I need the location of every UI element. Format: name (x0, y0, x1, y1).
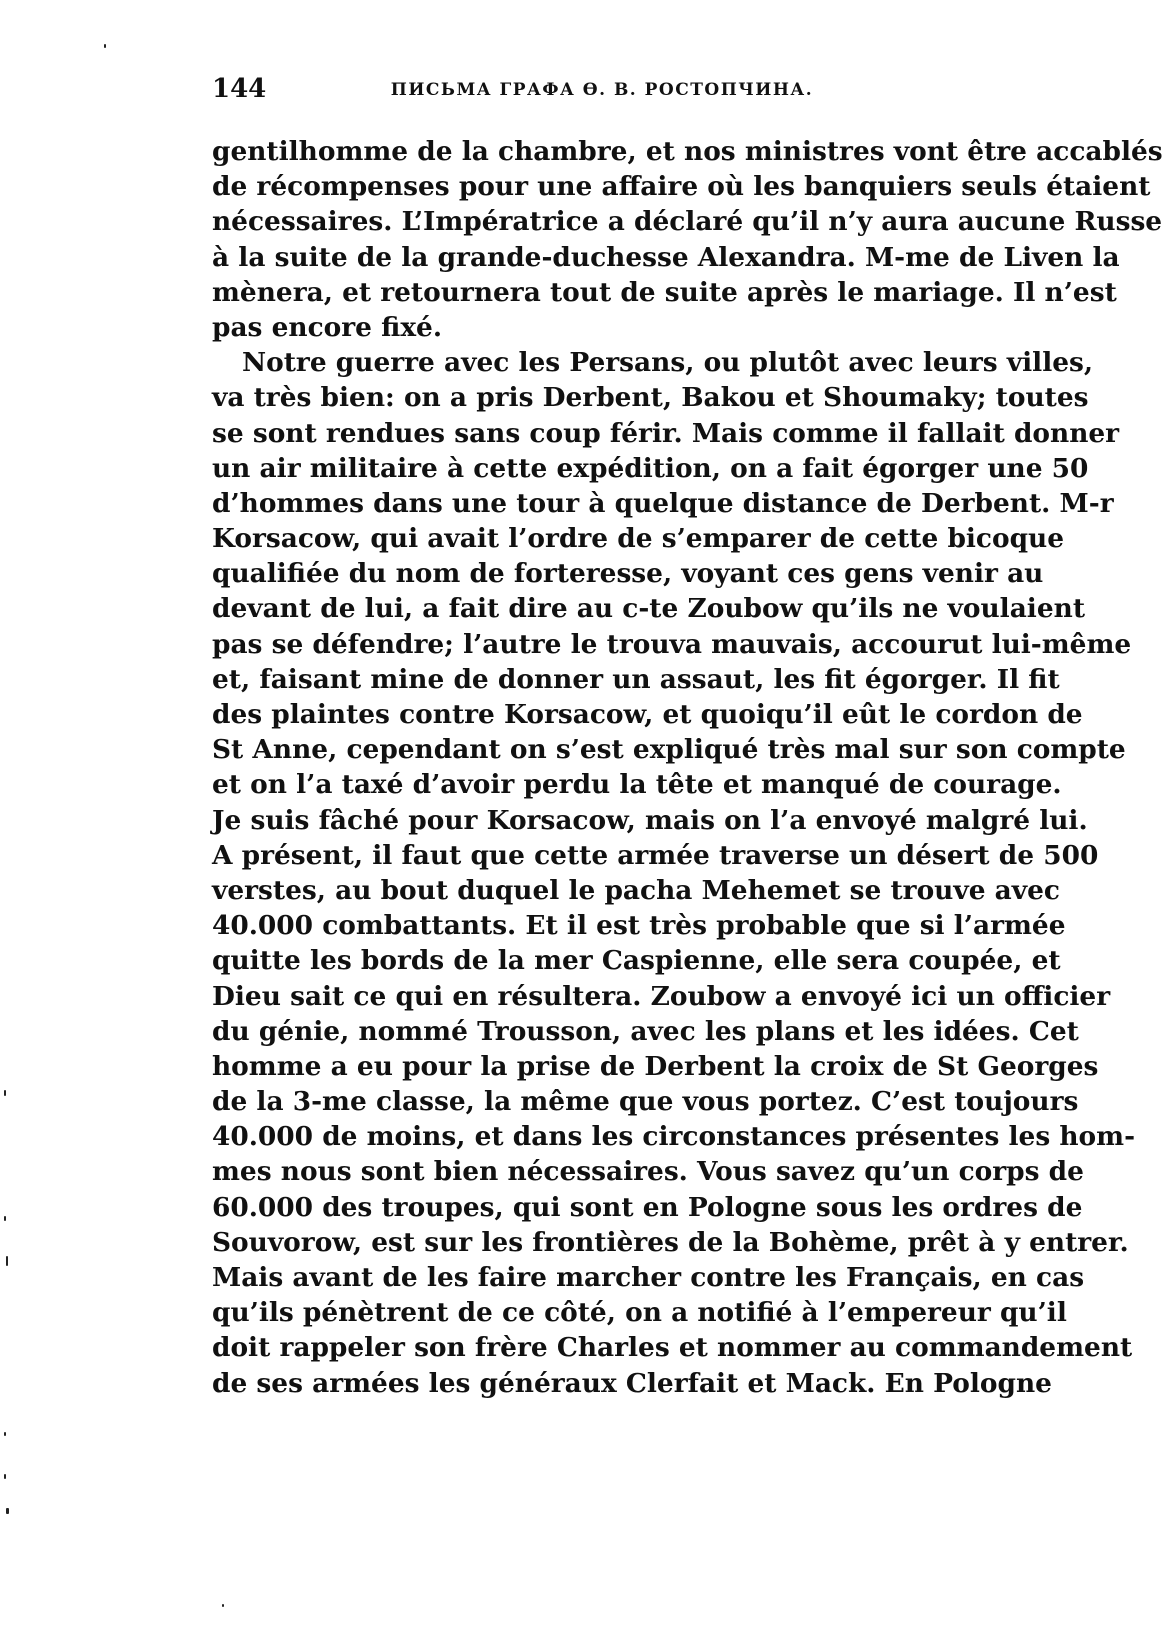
paragraph-start-line: Notre guerre avec les Persans, ou plutôt avec leurs villes, (242, 347, 1094, 379)
text-line: Korsacow, qui avait l’ordre de s’emparer de cette bicoque (212, 523, 1065, 555)
scan-speck (6, 1256, 8, 1266)
text-line: Souvorow, est sur les frontières de la Bohème, prêt à y entrer. (212, 1226, 1129, 1258)
text-line: St Anne, cependant on s’est expliqué très mal sur son compte (212, 734, 1126, 766)
scan-speck (4, 1216, 6, 1221)
scan-speck (4, 1432, 6, 1436)
text-line: nécessaires. L’Impératrice a déclaré qu’il n’y aura aucune Russe (212, 206, 1163, 238)
page-header (212, 66, 992, 106)
text-line: mènera, et retournera tout de suite après le mariage. Il n’est (212, 276, 1117, 308)
text-line: doit rappeler son frère Charles et nommer au commandement (212, 1332, 1133, 1364)
text-line: et on l’a taxé d’avoir perdu la tête et manqué de courage. (212, 769, 1062, 801)
scan-speck (4, 1090, 6, 1096)
text-line: de la 3-me classe, la même que vous portez. C’est toujours (212, 1086, 1079, 1118)
text-line: 40.000 combattants. Et il est très probable que si l’armée (212, 910, 1066, 942)
text-line: 40.000 de moins, et dans les circonstances présentes les hom- (212, 1121, 1136, 1153)
scan-speck (222, 1604, 224, 1607)
text-line: va très bien: on a pris Derbent, Bakou et Shoumaky; toutes (212, 382, 1089, 414)
text-line: Je suis fâché pour Korsacow, mais on l’a envoyé malgré lui. (212, 804, 1088, 836)
text-line: gentilhomme de la chambre, et nos ministres vont être accablés (212, 136, 1163, 167)
text-line: se sont rendues sans coup férir. Mais comme il fallait donner (212, 417, 1120, 449)
text-line: du génie, nommé Trousson, avec les plans et les idées. Cet (212, 1015, 1079, 1047)
text-line: de récompenses pour une affaire où les banquiers seuls étaient (212, 171, 1151, 203)
scan-speck (4, 1474, 6, 1479)
text-line: d’hommes dans une tour à quelque distance de Derbent. M-r (212, 487, 1114, 519)
text-line: mes nous sont bien nécessaires. Vous savez qu’un corps de (212, 1156, 1084, 1188)
text-line: homme a eu pour la prise de Derbent la croix de St Georges (212, 1050, 1099, 1082)
text-line: devant de lui, a fait dire au c-te Zoubow qu’ils ne voulaient (212, 593, 1086, 625)
text-line: de ses armées les généraux Clerfait et Mack. En Pologne (212, 1367, 1052, 1399)
text-line: 60.000 des troupes, qui sont en Pologne sous les ordres de (212, 1191, 1083, 1223)
text-line: qualifiée du nom de forteresse, voyant ces gens venir au (212, 558, 1044, 590)
text-line: et, faisant mine de donner un assaut, les fit égorger. Il fit (212, 663, 1060, 695)
text-line: Dieu sait ce qui en résultera. Zoubow a envoyé ici un officier (212, 980, 1111, 1012)
scan-speck (6, 1508, 9, 1514)
scan-speck (104, 44, 106, 48)
text-line: quitte les bords de la mer Caspienne, elle sera coupée, et (212, 945, 1061, 977)
text-line: verstes, au bout duquel le pacha Mehemet se trouve avec (212, 874, 1060, 906)
text-line: Mais avant de les faire marcher contre les Français, en cas (212, 1262, 1085, 1293)
text-line: pas se défendre; l’autre le trouva mauvais, accourut lui-même (212, 628, 1132, 660)
page-number: 144 (212, 74, 267, 104)
running-title: ПИСЬМА ГРАФА Ѳ. В. РОСТОПЧИНА. (390, 80, 814, 100)
text-line: A présent, il faut que cette armée traverse un désert de 500 (212, 839, 1099, 871)
text-line: à la suite de la grande-duchesse Alexandra. M-me de Liven la (212, 241, 1120, 273)
text-line: des plaintes contre Korsacow, et quoiqu’il eût le cordon de (212, 699, 1083, 730)
text-line: qu’ils pénètrent de ce côté, on a notifié à l’empereur qu’il (212, 1297, 1067, 1329)
text-line: pas encore fixé. (212, 311, 443, 343)
text-line: un air militaire à cette expédition, on a fait égorger une 50 (212, 452, 1089, 484)
letter-text (212, 134, 1163, 1401)
